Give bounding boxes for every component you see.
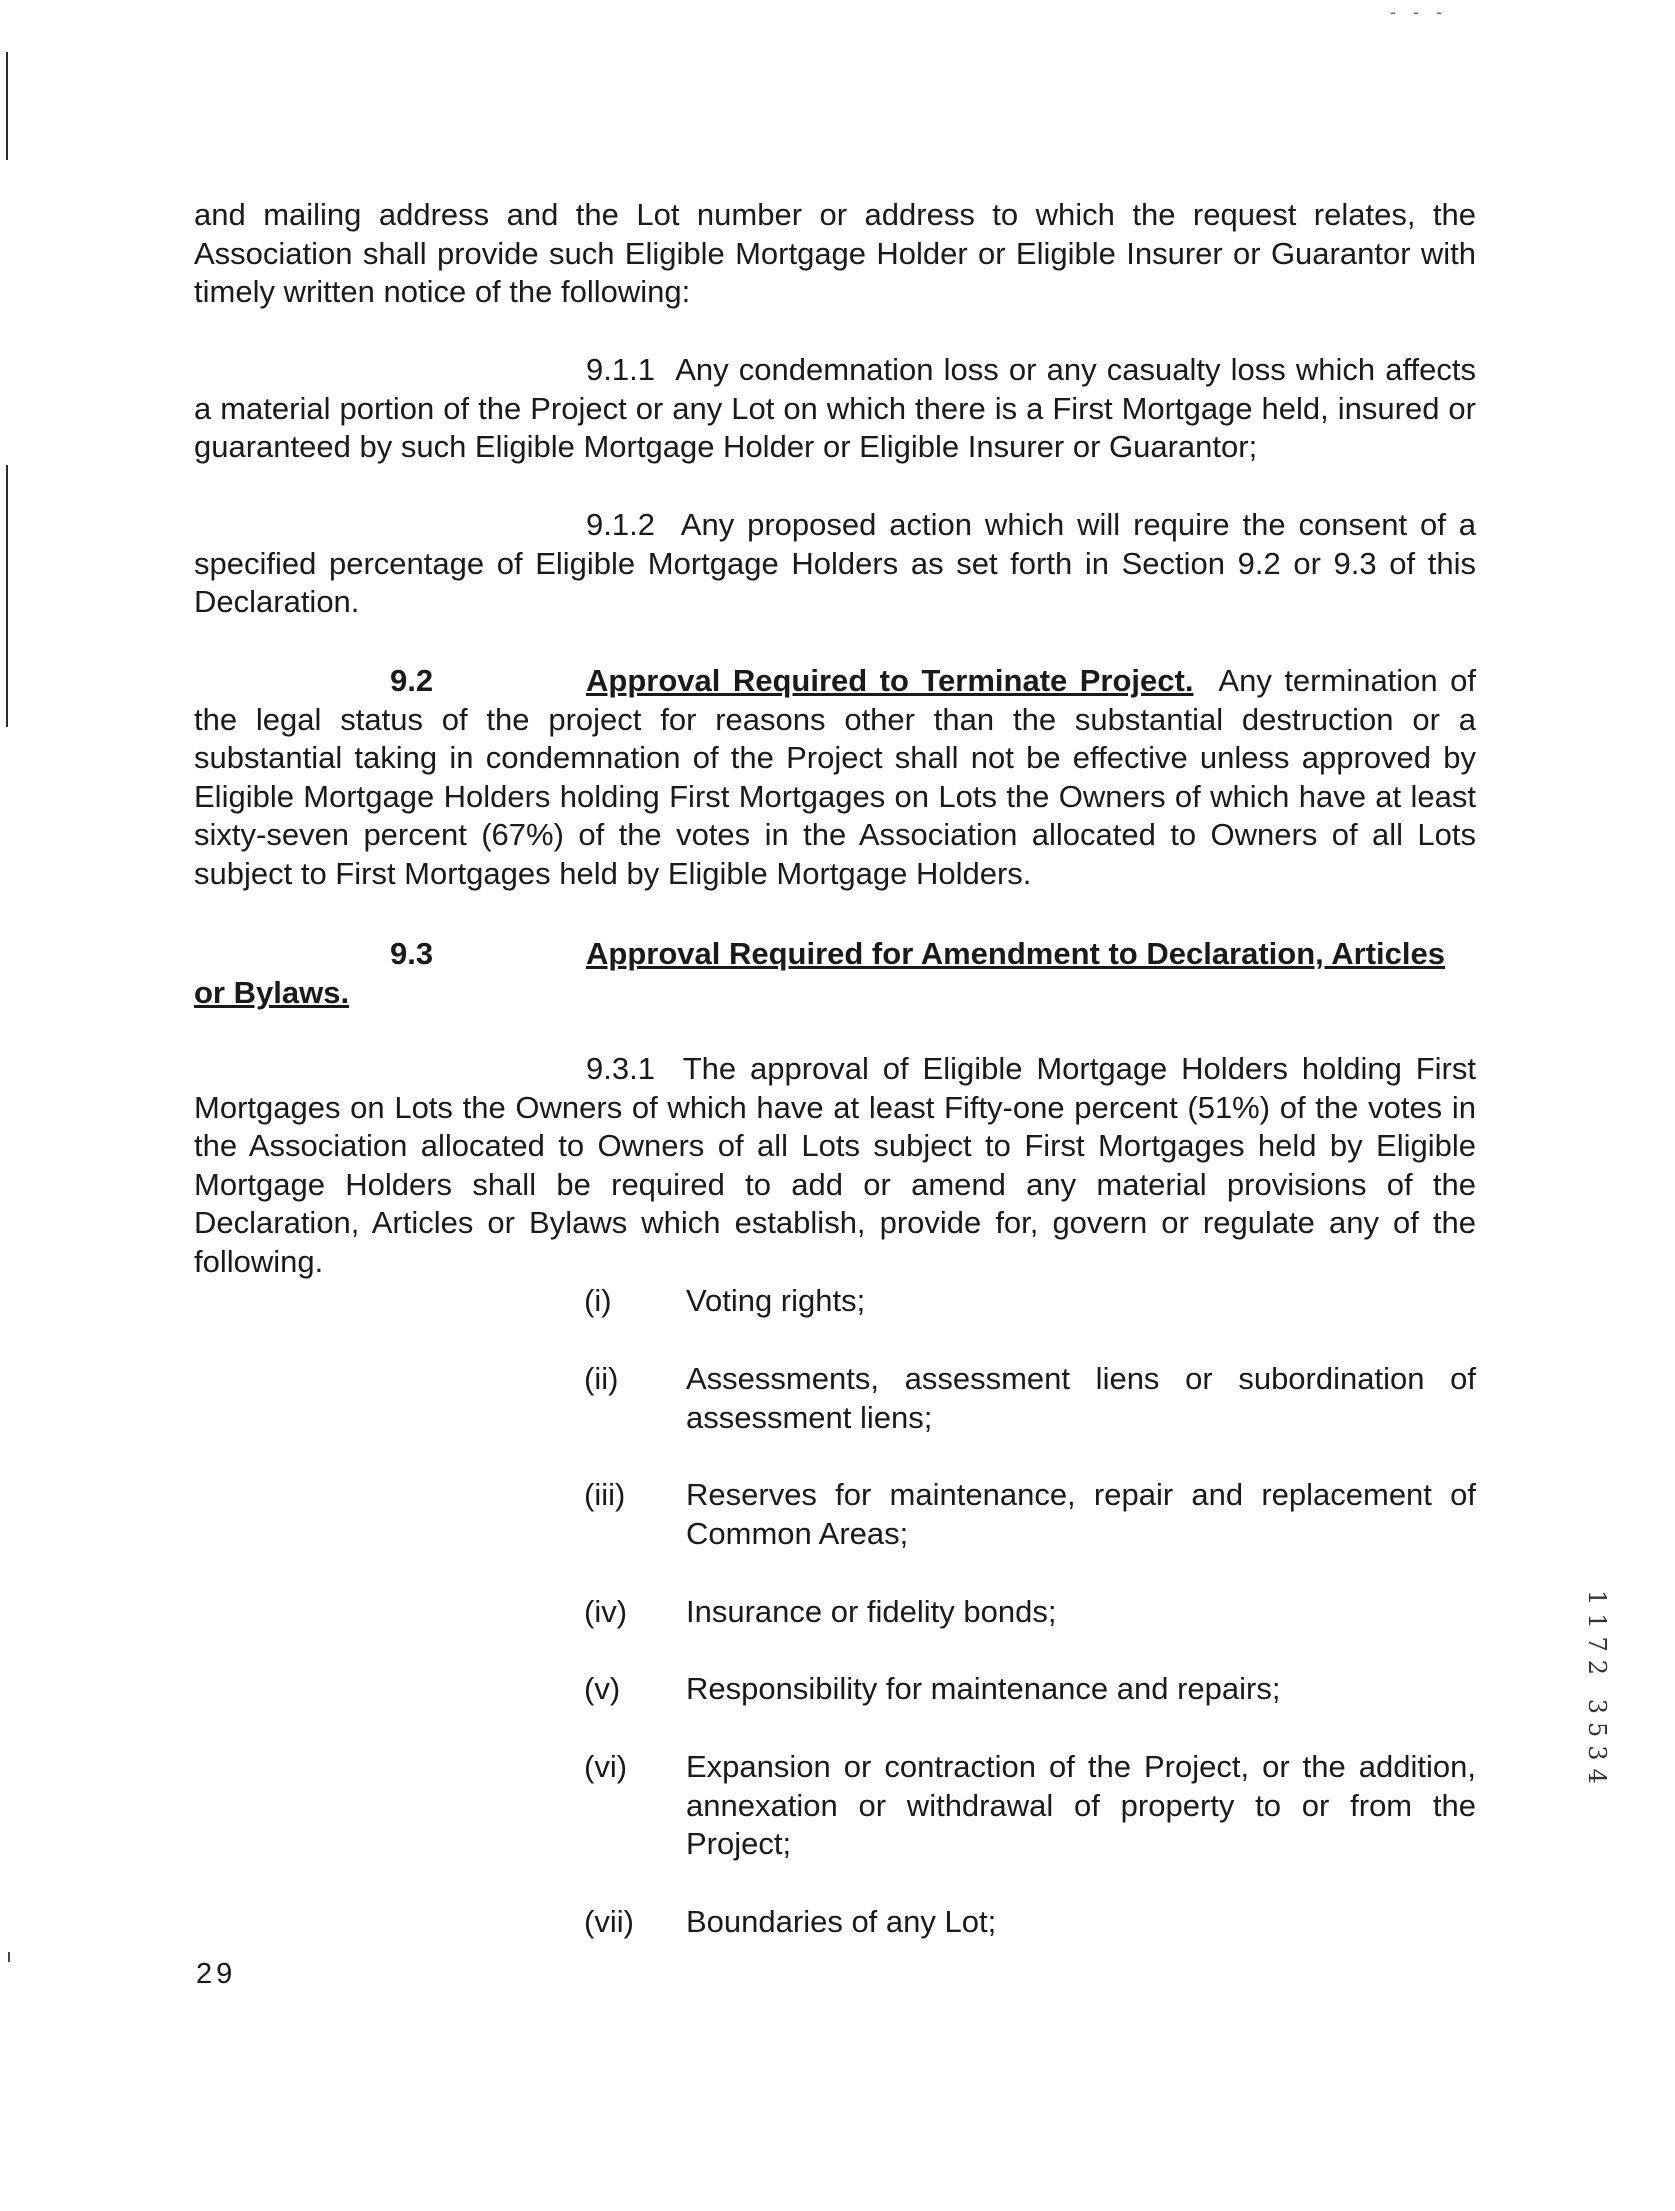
section-9-2-title: Approval Required to Terminate Project. [586,663,1194,698]
list-item-text: Voting rights; [686,1283,866,1318]
section-9-2 [194,662,1476,893]
section-9-3-number: 9.3 [390,936,434,971]
section-9-3-heading-line2 [194,974,349,1013]
item-9-1-2 [194,506,1476,622]
scan-marks: - - - [1390,2,1448,22]
item-9-3-1-text: The approval of Eligible Mortgage Holders holding First Mortgages on Lots the Owners of which have at least Fifty-one percent (51%) of the votes in the Association allocated to Owners of all Lots subject to First Mortgages held by Eligible Mortgage Holders shall be required to add or amend any material provisions of the Declaration, Articles or Bylaws which establish, provide for, govern or regulate any of the following. [194,1051,1476,1279]
intro-paragraph [194,196,1476,312]
item-9-1-1 [194,351,1476,467]
list-item-number: (iv) [584,1594,628,1629]
margin-line-top [6,52,8,160]
item-9-3-1-number: 9.3.1 [586,1051,655,1086]
list-item-text: Responsibility for maintenance and repairs; [686,1671,1281,1706]
list-item-number: (iii) [584,1477,626,1512]
item-9-1-2-number: 9.1.2 [586,507,655,542]
section-9-3-title-line2: or Bylaws. [194,975,350,1010]
list-item-number: (v) [584,1671,621,1706]
intro-text: and mailing address and the Lot number or address to which the request relates, the Association shall provide such Eligible Mortgage Holder or Eligible Insurer or Guarantor with timely written notice of the following: [194,197,1476,309]
item-9-1-2-text: Any proposed action which will require the consent of a specified percentage of Eligible Mortgage Holders as set forth in Section 9.2 or 9.3 of this Declaration. [194,507,1476,619]
section-9-3-title-line1: Approval Required for Amendment to Declaration, Articles [586,936,1445,971]
list-item-text: Expansion or contraction of the Project, or the addition, annexation or withdrawal of property to or from the Project; [686,1749,1476,1861]
list-item-text: Insurance or fidelity bonds; [686,1594,1057,1629]
item-9-1-1-number: 9.1.1 [586,352,655,387]
section-9-2-number: 9.2 [390,663,434,698]
list-item-text: Reserves for maintenance, repair and replacement of Common Areas; [686,1477,1476,1551]
list-item-number: (ii) [584,1361,619,1396]
list-item-text: Boundaries of any Lot; [686,1904,997,1939]
page-number: 29 [196,1958,237,1990]
list-item-number: (i) [584,1283,612,1318]
list-item-number: (vi) [584,1749,628,1784]
item-9-1-1-text: Any condemnation loss or any casualty loss which affects a material portion of the Project or any Lot on which there is a First Mortgage held, insured or guaranteed by such Eligible Mortgage Holder or Eligible Insurer or Guarantor; [194,352,1477,464]
list-item-number: (vii) [584,1904,634,1939]
item-9-3-1 [194,1050,1476,1281]
recording-stamp: 1172 3534 [1583,1590,1611,1792]
margin-line-middle [6,465,8,727]
margin-tick [8,1952,10,1962]
section-9-2-text: Any termination of the legal status of the project for reasons other than the substantial destruction or a substantial taking in condemnation of the Project shall not be effective unless approved by Eligible Mortgage Holders holding First Mortgages on Lots the Owners of which have at least sixty-seven percent (67%) of the votes in the Association allocated to Owners of all Lots subject to First Mortgages held by Eligible Mortgage Holders. [194,663,1476,891]
list-item-text: Assessments, assessment liens or subordination of assessment liens; [686,1361,1476,1435]
